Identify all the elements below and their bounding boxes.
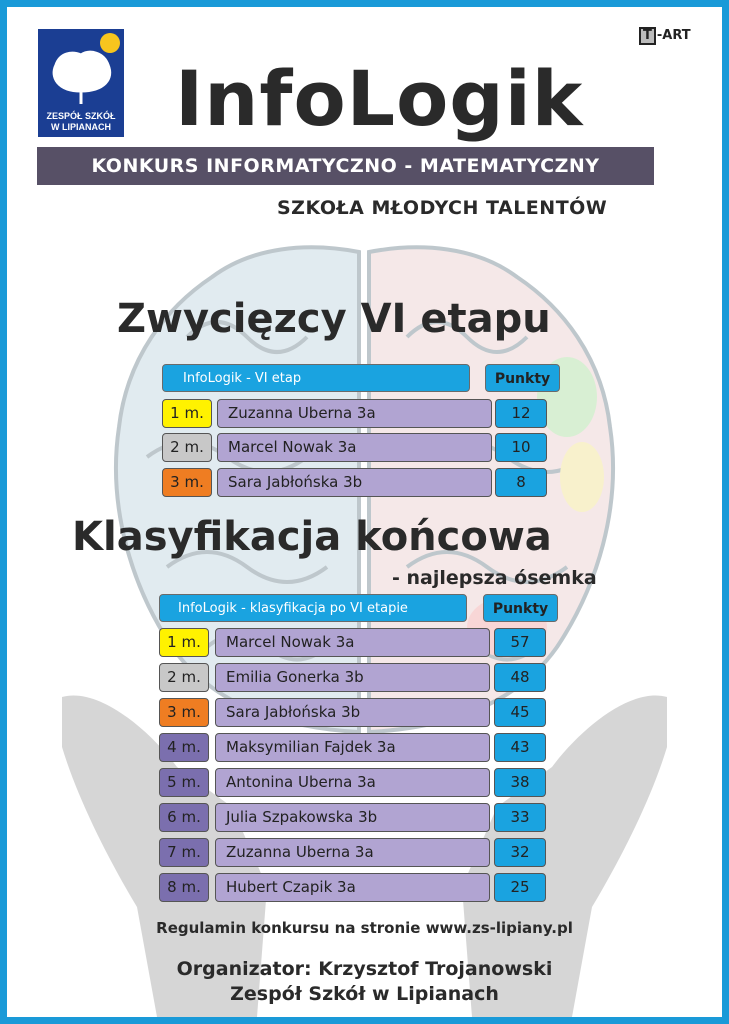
winner-row-3-place: 3 m. <box>162 468 212 497</box>
sun-shape <box>100 33 120 53</box>
winner-row-3-points: 8 <box>495 468 547 497</box>
final-row-5-name: Antonina Uberna 3a <box>215 768 490 797</box>
final-row-3-points: 45 <box>494 698 546 727</box>
final-row-7-place: 7 m. <box>159 838 209 867</box>
final-row-7-name: Zuzanna Uberna 3a <box>215 838 490 867</box>
final-heading: Klasyfikacja końcowa <box>72 514 552 560</box>
final-subheading: - najlepsza ósemka <box>392 567 597 589</box>
contest-subtitle: KONKURS INFORMATYCZNO - MATEMATYCZNY <box>37 147 654 185</box>
tagline: SZKOŁA MŁODYCH TALENTÓW <box>277 197 608 219</box>
winner-row-2-points: 10 <box>495 433 547 462</box>
final-row-1-place: 1 m. <box>159 628 209 657</box>
final-row-6-place: 6 m. <box>159 803 209 832</box>
winner-row-2-place: 2 m. <box>162 433 212 462</box>
final-row-6-points: 33 <box>494 803 546 832</box>
final-row-2-points: 48 <box>494 663 546 692</box>
final-row-5-points: 38 <box>494 768 546 797</box>
final-row-8-name: Hubert Czapik 3a <box>215 873 490 902</box>
final-row-1-points: 57 <box>494 628 546 657</box>
organizer-line: Organizator: Krzysztof Trojanowski <box>176 958 553 980</box>
winner-row-1-name: Zuzanna Uberna 3a <box>217 399 492 428</box>
winners-heading: Zwycięzcy VI etapu <box>117 296 551 342</box>
school-line: Zespół Szkół w Lipianach <box>230 982 499 1005</box>
winner-row-2-name: Marcel Nowak 3a <box>217 433 492 462</box>
school-logo <box>38 29 124 137</box>
final-points-header: Punkty <box>483 594 558 622</box>
brand-tag <box>639 27 691 45</box>
final-row-1-name: Marcel Nowak 3a <box>215 628 490 657</box>
winner-row-3-name: Sara Jabłońska 3b <box>217 468 492 497</box>
logo-line2: W LIPIANACH <box>51 122 111 132</box>
winner-row-1-points: 12 <box>495 399 547 428</box>
final-row-5-place: 5 m. <box>159 768 209 797</box>
final-row-8-points: 25 <box>494 873 546 902</box>
poster-title: InfoLogik <box>175 54 584 143</box>
final-row-2-name: Emilia Gonerka 3b <box>215 663 490 692</box>
logo-line1: ZESPÓŁ SZKÓŁ <box>46 111 116 121</box>
winners-points-header: Punkty <box>485 364 560 392</box>
rules-link-text: Regulamin konkursu na stronie www.zs-lipiany.pl <box>156 919 573 937</box>
winners-table-header: InfoLogik - VI etap <box>162 364 470 392</box>
final-row-4-points: 43 <box>494 733 546 762</box>
final-row-3-name: Sara Jabłońska 3b <box>215 698 490 727</box>
organizer-block <box>7 957 722 1006</box>
final-table-header: InfoLogik - klasyfikacja po VI etapie <box>159 594 467 622</box>
final-row-4-place: 4 m. <box>159 733 209 762</box>
winner-row-1-place: 1 m. <box>162 399 212 428</box>
final-row-2-place: 2 m. <box>159 663 209 692</box>
brand-tag-t: T <box>639 27 656 45</box>
final-row-7-points: 32 <box>494 838 546 867</box>
final-row-3-place: 3 m. <box>159 698 209 727</box>
final-row-8-place: 8 m. <box>159 873 209 902</box>
brand-tag-rest: -ART <box>656 28 691 43</box>
final-row-6-name: Julia Szpakowska 3b <box>215 803 490 832</box>
final-row-4-name: Maksymilian Fajdek 3a <box>215 733 490 762</box>
